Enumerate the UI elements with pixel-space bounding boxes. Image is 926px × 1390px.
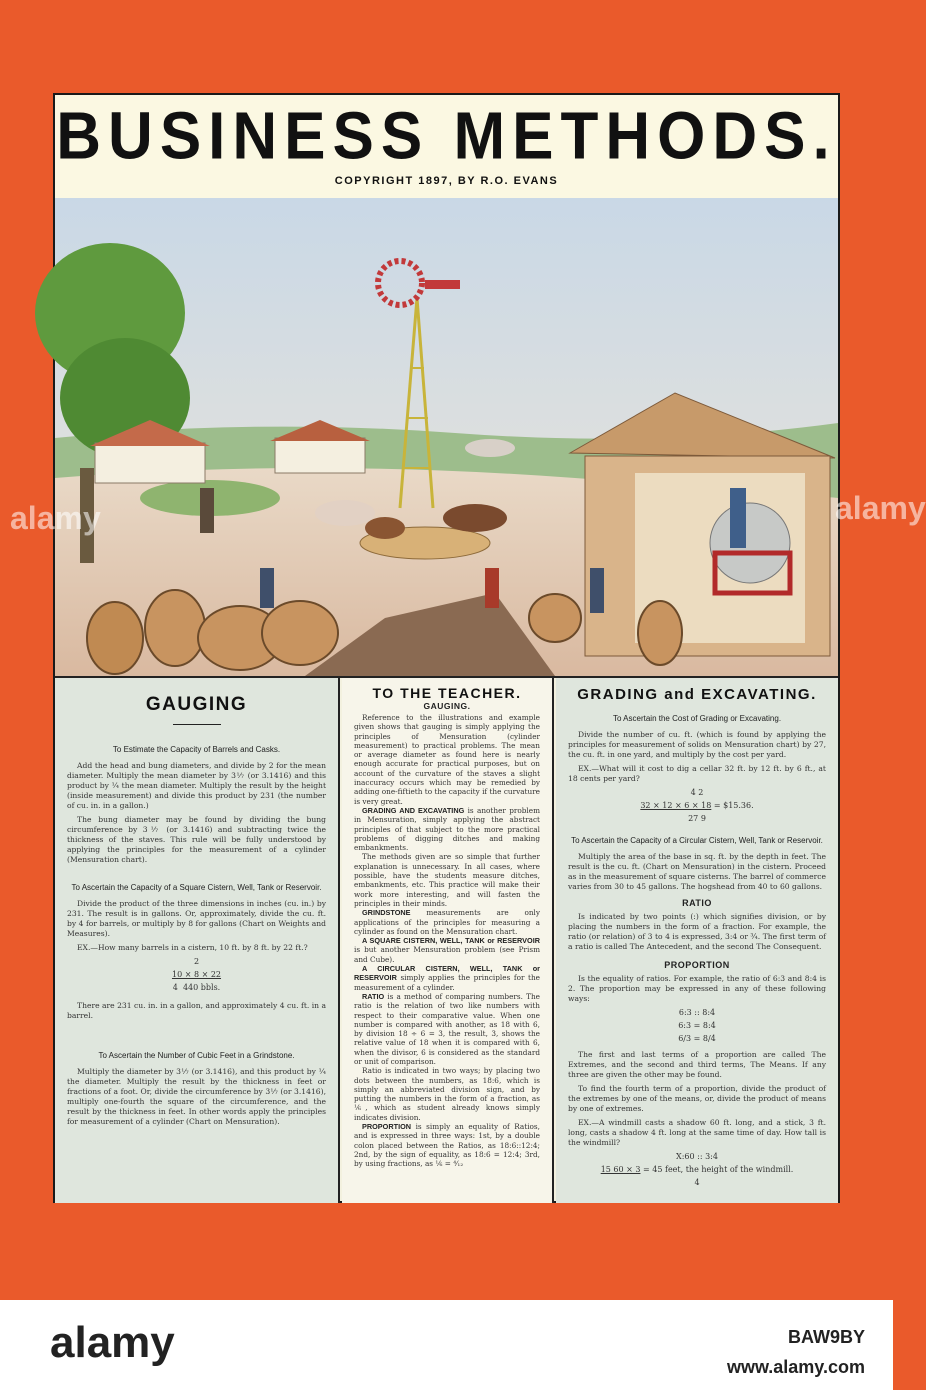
- ratio-title: RATIO: [682, 898, 712, 908]
- grindstone-paragraph: Multiply the diameter by 3⅐ (or 3.1416), and this product by ¼ the diameter. Multiply the result by the thickness in feet or fractions of a foot. Or, divide the circumference by 3⅐ (or 3.1416), multiply one-fourth the square of the circumference, and the result by the thickness in feet. In other words apply the principles for measurement of a cylinder (Chart on Mensuration).: [67, 1067, 326, 1126]
- teacher-paragraph-7: [354, 992, 540, 1066]
- teacher-paragraph-1: Reference to the illustrations and example given shows that gauging is simply applying the principles of Mensuration (cylinder measurement) to practical problems. The mean or average diameter as found here is nearly enough accurate for practical purposes, but on account of the curvature of the staves a slight inaccuracy occurs which may be remedied by adding one-fiftieth to the capacity if the curvature is very great.: [354, 713, 540, 806]
- circular-cistern-paragraph: Multiply the area of the base in sq. ft. by the depth in feet. The result is the cu. ft. (Chart on Mensuration) in the cistern. Proceed as in the measurement of square cisterns. The barrel of commerce varies from 30 to 45 gallons. The hogshead from 40 to 60 gallons.: [568, 852, 826, 891]
- proportion-example: EX.—A windmill casts a shadow 60 ft. long, and a stick, 3 ft. long, casts a shadow 4 ft. long at the same time of day. How tall is the windmill?: [568, 1118, 826, 1147]
- circular-cistern-title: To Ascertain the Capacity of a Circular Cistern, Well, Tank or Reservoir.: [571, 836, 823, 845]
- barn: [275, 438, 365, 473]
- proportion-paragraph: Is the equality of ratios. For example, the ratio of 6:3 and 8:4 is 2. The proportion may be expressed in any of these following ways:: [568, 974, 826, 1003]
- equation-denominator-row: [67, 983, 326, 993]
- grading-cost-example: EX.—What will it cost to dig a cellar 32 ft. by 12 ft. by 6 ft., at 18 cents per yard?: [568, 764, 826, 783]
- teacher-paragraph-4: [354, 908, 540, 936]
- watermark-band: [0, 1300, 893, 1390]
- windmill-eq-c: 4: [694, 1178, 700, 1187]
- barrels-section-title: To Estimate the Capacity of Barrels and Casks.: [112, 745, 281, 754]
- poster-title: BUSINESS METHODS.: [56, 99, 837, 174]
- watermark-left: alamy: [10, 500, 101, 536]
- square-cistern-title: To Ascertain the Capacity of a Square Cistern, Well, Tank or Reservoir.: [71, 883, 322, 892]
- grading-cost-title: To Ascertain the Cost of Grading or Excavating.: [612, 714, 782, 723]
- farmhouse: [95, 443, 205, 483]
- keyword-circular-cistern: A CIRCULAR CISTERN, WELL, TANK or RESERVOIR: [354, 964, 540, 983]
- teacher-paragraph-2: [354, 806, 540, 852]
- equation-denominator: 4: [172, 983, 178, 992]
- image-id: BAW9BY: [787, 1327, 865, 1347]
- gauging-column: [55, 678, 340, 1203]
- windmill-eq-result: = 45 feet, the height of the windmill.: [643, 1165, 794, 1174]
- poster-header: [55, 95, 838, 200]
- teacher-paragraph-8: Ratio is indicated in two ways; by placing two dots between the numbers, as 18:6, which is simply an abbreviated division sign, and by putting the numbers in the form of a fraction, as ⅙, which as student already knows simply indicates division.: [354, 1066, 540, 1122]
- keyword-grindstone: GRINDSTONE: [362, 908, 411, 918]
- windmill-eq-a: X:60 :: 3:4: [676, 1152, 718, 1161]
- equation-top: 2: [193, 957, 200, 966]
- poster: [53, 93, 840, 1203]
- gauging-heading: GAUGING: [145, 694, 248, 715]
- square-cistern-paragraph: Divide the product of the three dimensions in inches (cu. in.) by 231. The result is in gallons. Or, approximately, divide the cu. ft. by 4 for barrels, or multiply by 8 for gallons (Chart on Weights and Measures).: [67, 899, 326, 938]
- site-url: www.alamy.com: [726, 1357, 865, 1377]
- teacher-paragraph-2-text: is another problem in Mensuration, simply applying the abstract principles of that subject to the more practical problems of digging ditches and making embankments.: [354, 805, 540, 853]
- grading-heading: GRADING and EXCAVATING.: [577, 686, 817, 703]
- cost-equation-top: 4 2: [690, 788, 704, 797]
- equation-result: 440 bbls.: [182, 983, 221, 992]
- cost-equation-numerator: 32 × 12 × 6 × 18: [640, 801, 712, 810]
- keyword-grading: GRADING AND EXCAVATING: [362, 805, 465, 815]
- farm-illustration: [55, 198, 838, 678]
- teacher-paragraph-6-text: simply applies the principles for the measurement of a cylinder.: [354, 973, 540, 992]
- poster-copyright: COPYRIGHT 1897, BY R.O. EVANS: [334, 175, 559, 187]
- equation-numerator: [67, 970, 326, 980]
- alamy-logo: alamy: [50, 1318, 175, 1367]
- teacher-paragraph-5-text: is but another Mensuration problem (see Prism and Cube).: [354, 945, 540, 964]
- proportion-paragraph-3: To find the fourth term of a proportion, divide the product of the extremes by one of the means, or, divide the product of means by one of extremes.: [568, 1084, 826, 1113]
- proportion-eq-2: 6:3 = 8:4: [678, 1021, 716, 1030]
- square-cistern-example: EX.—How many barrels in a cistern, 10 ft. by 8 ft. by 22 ft.?: [77, 943, 308, 952]
- grading-column: [556, 678, 838, 1203]
- cost-equation-row: [568, 801, 826, 811]
- keyword-square-cistern: A SQUARE CISTERN, WELL, TANK or RESERVOIR: [362, 936, 540, 946]
- watermark-right: alamy: [835, 490, 926, 526]
- ratio-paragraph: Is indicated by two points (:) which signifies division, or by placing the numbers in the form of a fraction. For example, the ratio (or relation) of 3 to 4 is expressed, 3:4 or ¾. The first term of a ratio is called The Antecedent, and the second The Consequent.: [568, 912, 826, 951]
- proportion-paragraph-2: The first and last terms of a proportion are called The Extremes, and the second and third terms, The Means. If any three are given the other may be found.: [568, 1050, 826, 1079]
- teacher-subheading: GAUGING.: [423, 701, 471, 711]
- grindstone: [710, 503, 790, 583]
- proportion-title: PROPORTION: [664, 960, 730, 970]
- keyword-proportion: PROPORTION: [362, 1122, 412, 1132]
- teacher-paragraph-4-text: measurements are only applications of the principles for measuring a cylinder as found on the Mensuration chart.: [354, 908, 541, 936]
- windmill-eq-row: [568, 1165, 826, 1175]
- barrels-paragraph-2: The bung diameter may be found by dividing the bung circumference by 3⅐ (or 3.1416) and subtracting twice the thickness of the staves. This rule will be fully understood by applying the principles for the measurement of a cylinder (Mensuration chart).: [67, 815, 326, 864]
- cost-equation-denominator: 27 9: [688, 814, 706, 823]
- teacher-paragraph-9-text: is simply an equality of Ratios, and is expressed in three ways: 1st, by a double colon placed between the Ratios, as 18:6::12:4; 2nd, by the sign of equality, as 18:6 = 12:4; 3rd, by using fractions, as ⅙ = ⁴⁄₁₂: [354, 1122, 540, 1169]
- barrels-paragraph-1: Add the head and bung diameters, and divide by 2 for the mean diameter. Multiply the mean diameter by 3⅐ (or 3.1416) and this product by ¼ the mean diameter. Multiply the result by the height (inside measurement) and divide this product by 231 (the number of cu. in. in a gallon.): [67, 761, 326, 810]
- keyword-ratio: RATIO: [362, 991, 385, 1001]
- windmill-eq-b: 15 60 × 3: [600, 1165, 641, 1174]
- proportion-eq-1: 6:3 :: 8:4: [678, 1008, 716, 1017]
- grading-cost-paragraph: Divide the number of cu. ft. (which is found by applying the principles for measurement of solids on Mensuration chart) by 27, the cu. ft. in one yard, and multiply by the cost per yard.: [568, 730, 826, 759]
- gallon-note: There are 231 cu. in. in a gallon, and approximately 4 cu. ft. in a barrel.: [67, 1001, 326, 1020]
- cost-equation-result: = $15.36.: [713, 801, 754, 810]
- teacher-paragraph-7-text: is a method of comparing numbers. The ratio is the relation of two like numbers with respect to their comparative value. When one number is compared with another, as 18 with 6, by division 18 ÷ 6 = 3, the result, 3, shows the relative value of 18 when it is compared with 6, when the divisor, 6 is considered as the standard or unit of comparison.: [354, 991, 540, 1066]
- grindstone-title: To Ascertain the Number of Cubic Feet in a Grindstone.: [98, 1051, 295, 1060]
- proportion-eq-3: 6/3 = 8/4: [678, 1034, 716, 1043]
- equation-numerator-text: 10 × 8 × 22: [171, 970, 222, 979]
- teacher-paragraph-3: The methods given are so simple that further explanation is unnecessary. In all cases, where possible, have the students measure ditches, embankments, etc. This practice will make their work more interesting, and will fasten the principles in their minds.: [354, 852, 540, 908]
- teacher-paragraph-9: [354, 1122, 540, 1168]
- teacher-heading: TO THE TEACHER.: [372, 685, 522, 701]
- divider: [173, 724, 221, 725]
- farm-scene-svg: [55, 198, 838, 676]
- teacher-column: [342, 678, 554, 1203]
- watermark-info: [727, 1322, 865, 1382]
- teacher-paragraph-6: [354, 964, 540, 992]
- teacher-paragraph-5: [354, 936, 540, 964]
